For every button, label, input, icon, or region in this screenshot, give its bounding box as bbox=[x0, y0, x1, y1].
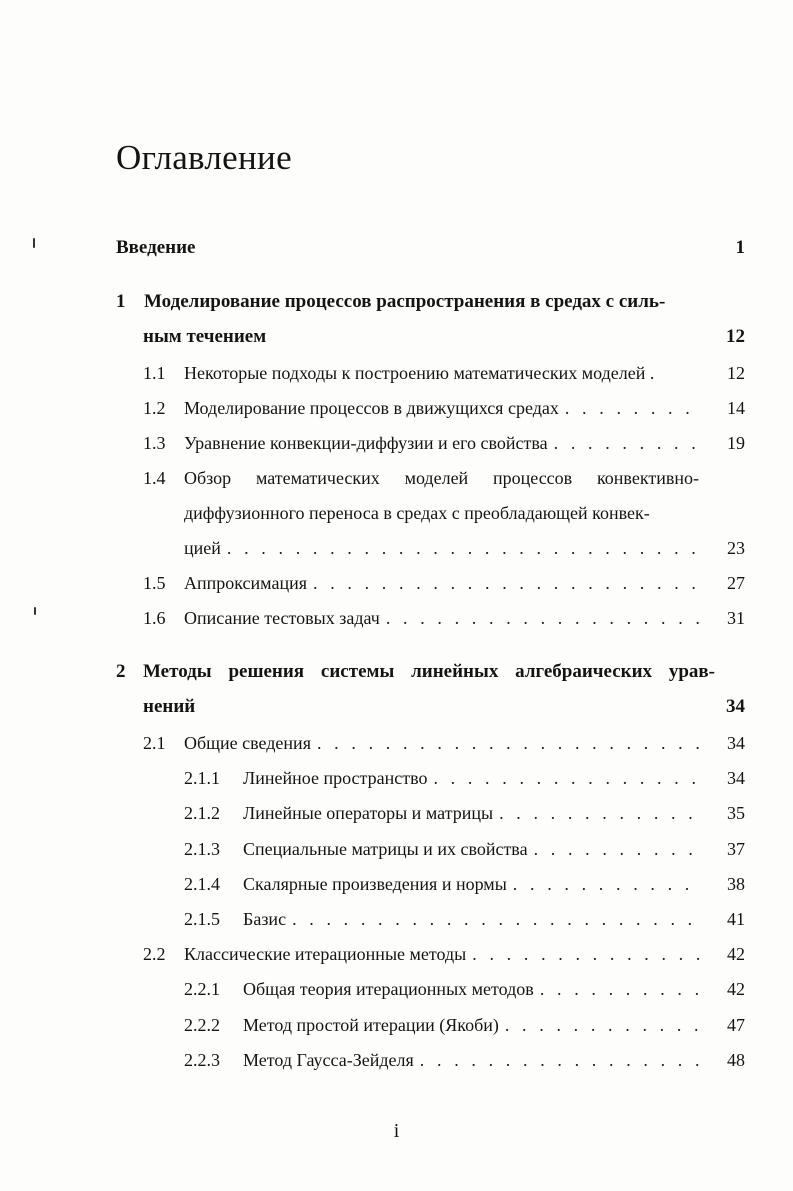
section-title: Уравнение конвекции-диффузии и его свойства bbox=[184, 433, 548, 453]
chapter-title-line1: Моделирование процессов распространения в средах с силь- bbox=[144, 291, 666, 312]
section-number: 1.6 bbox=[143, 608, 166, 628]
toc-section-1-4-end[interactable] bbox=[184, 533, 745, 563]
section-title-line1 bbox=[184, 463, 699, 493]
title-word: урав- bbox=[668, 661, 715, 682]
toc-entry-page: 14 bbox=[727, 398, 745, 418]
toc-entry-page: 35 bbox=[727, 803, 745, 823]
subsection-title: Метод Гаусса-Зейделя bbox=[243, 1050, 414, 1070]
chapter-title-line2: ным течением bbox=[143, 326, 267, 347]
toc-subsection-2-1-3[interactable] bbox=[184, 834, 745, 864]
title-word: моделей bbox=[404, 468, 469, 488]
title-word: решения bbox=[228, 661, 305, 682]
toc-section-1-4[interactable] bbox=[143, 463, 699, 493]
toc-section-1-6[interactable] bbox=[143, 603, 745, 633]
title-word: Обзор bbox=[184, 468, 232, 488]
subsection-number: 2.1.3 bbox=[184, 839, 220, 859]
dot-leader bbox=[317, 728, 701, 758]
toc-entry-page: 34 bbox=[726, 696, 745, 717]
toc-subsection-2-2-3[interactable] bbox=[184, 1045, 745, 1075]
title-word: алгебраических bbox=[515, 661, 653, 682]
dot-leader bbox=[227, 533, 701, 563]
toc-entry-intro[interactable] bbox=[116, 233, 745, 263]
dot-leader bbox=[420, 1045, 701, 1075]
toc-entry-page: 37 bbox=[727, 839, 745, 859]
subsection-title: Линейное пространство bbox=[243, 768, 428, 788]
chapter-number: 2 bbox=[116, 661, 126, 682]
toc-entry-page: 12 bbox=[727, 363, 745, 383]
section-number: 1.5 bbox=[143, 573, 166, 593]
subsection-title: Общая теория итерационных методов bbox=[243, 979, 534, 999]
dot-leader bbox=[554, 428, 701, 458]
page-number: i bbox=[393, 1120, 400, 1142]
toc-entry-page: 19 bbox=[727, 433, 745, 453]
chapter-title-line1 bbox=[143, 657, 715, 687]
title-word: линейных bbox=[411, 661, 499, 682]
toc-section-1-3[interactable] bbox=[143, 428, 745, 458]
toc-subsection-2-1-5[interactable] bbox=[184, 904, 745, 934]
toc-subsection-2-2-1[interactable] bbox=[184, 974, 745, 1004]
section-title: Аппроксимация bbox=[184, 573, 307, 593]
toc-entry-page: 23 bbox=[727, 538, 745, 558]
title-word: конвективно- bbox=[596, 468, 699, 488]
toc-entry-page: 34 bbox=[727, 768, 745, 788]
toc-entry-page: 41 bbox=[727, 909, 745, 929]
dot-leader bbox=[565, 393, 701, 423]
subsection-title: Базис bbox=[243, 909, 287, 929]
toc-section-1-1[interactable] bbox=[143, 358, 745, 388]
subsection-number: 2.2.1 bbox=[184, 979, 220, 999]
toc-section-2-2[interactable] bbox=[143, 939, 745, 969]
subsection-number: 2.1.4 bbox=[184, 874, 220, 894]
toc-section-1-5[interactable] bbox=[143, 568, 745, 598]
chapter-number: 1 bbox=[116, 291, 126, 312]
section-title-line3: цией bbox=[184, 538, 221, 558]
section-title: Классические итерационные методы bbox=[184, 944, 467, 964]
section-number: 2.1 bbox=[143, 733, 166, 753]
dot-leader bbox=[499, 798, 701, 828]
toc-chapter-1-cont[interactable] bbox=[143, 322, 745, 352]
section-title: Описание тестовых задач bbox=[184, 608, 380, 628]
subsection-title: Линейные операторы и матрицы bbox=[243, 803, 494, 823]
toc-chapter-2-cont[interactable] bbox=[143, 692, 745, 722]
title-word: процессов bbox=[492, 468, 573, 488]
toc-entry-page: 47 bbox=[727, 1015, 745, 1035]
dot-leader bbox=[505, 1010, 701, 1040]
toc-entry-page: 48 bbox=[727, 1050, 745, 1070]
toc-entry-page: 1 bbox=[735, 237, 745, 258]
subsection-number: 2.1.5 bbox=[184, 909, 220, 929]
toc-entry-page: 38 bbox=[727, 874, 745, 894]
subsection-number: 2.1.2 bbox=[184, 803, 220, 823]
dot-leader bbox=[540, 974, 701, 1004]
dot-leader bbox=[472, 939, 701, 969]
section-title: Общие сведения bbox=[184, 733, 311, 753]
subsection-title: Специальные матрицы и их свойства bbox=[243, 839, 528, 859]
scan-speck bbox=[34, 607, 36, 615]
page-title: Оглавление bbox=[116, 138, 292, 177]
dot-leader bbox=[534, 834, 701, 864]
section-number: 1.4 bbox=[143, 468, 166, 488]
toc-entry-page: 12 bbox=[726, 326, 745, 347]
chapter-title-line2: нений bbox=[143, 696, 196, 717]
section-title: Моделирование процессов в движущихся средах bbox=[184, 398, 559, 418]
section-title-line2: диффузионного переноса в средах с преобладающей конвек- bbox=[184, 503, 650, 523]
section-title: Некоторые подходы к построению математических моделей . bbox=[184, 363, 655, 383]
toc-subsection-2-2-2[interactable] bbox=[184, 1010, 745, 1040]
dot-leader bbox=[513, 869, 701, 899]
dot-leader bbox=[433, 763, 701, 793]
toc-chapter-2[interactable] bbox=[116, 657, 715, 687]
subsection-number: 2.2.2 bbox=[184, 1015, 220, 1035]
dot-leader bbox=[386, 603, 701, 633]
scan-speck bbox=[33, 238, 35, 248]
toc-entry-page: 34 bbox=[727, 733, 745, 753]
dot-leader bbox=[313, 568, 701, 598]
subsection-title: Скалярные произведения и нормы bbox=[243, 874, 507, 894]
toc-chapter-1[interactable] bbox=[116, 287, 745, 317]
section-number: 2.2 bbox=[143, 944, 166, 964]
title-word: Методы bbox=[143, 661, 212, 682]
toc-section-2-1[interactable] bbox=[143, 728, 745, 758]
toc-entry-page: 42 bbox=[727, 944, 745, 964]
dot-leader bbox=[292, 904, 701, 934]
toc-section-1-2[interactable] bbox=[143, 393, 745, 423]
subsection-number: 2.1.1 bbox=[184, 768, 220, 788]
section-number: 1.3 bbox=[143, 433, 166, 453]
toc-entry-page: 42 bbox=[727, 979, 745, 999]
toc-entry-page: 27 bbox=[727, 573, 745, 593]
title-word: системы bbox=[320, 661, 395, 682]
subsection-title: Метод простой итерации (Якоби) bbox=[243, 1015, 499, 1035]
toc-entry-title: Введение bbox=[116, 237, 196, 258]
toc-subsection-2-1-2[interactable] bbox=[184, 798, 745, 828]
section-number: 1.1 bbox=[143, 363, 166, 383]
toc-entry-page: 31 bbox=[727, 608, 745, 628]
toc-subsection-2-1-4[interactable] bbox=[184, 869, 745, 899]
subsection-number: 2.2.3 bbox=[184, 1050, 220, 1070]
toc-subsection-2-1-1[interactable] bbox=[184, 763, 745, 793]
section-number: 1.2 bbox=[143, 398, 166, 418]
toc-section-1-4-cont[interactable] bbox=[184, 498, 745, 528]
title-word: математических bbox=[255, 468, 380, 488]
